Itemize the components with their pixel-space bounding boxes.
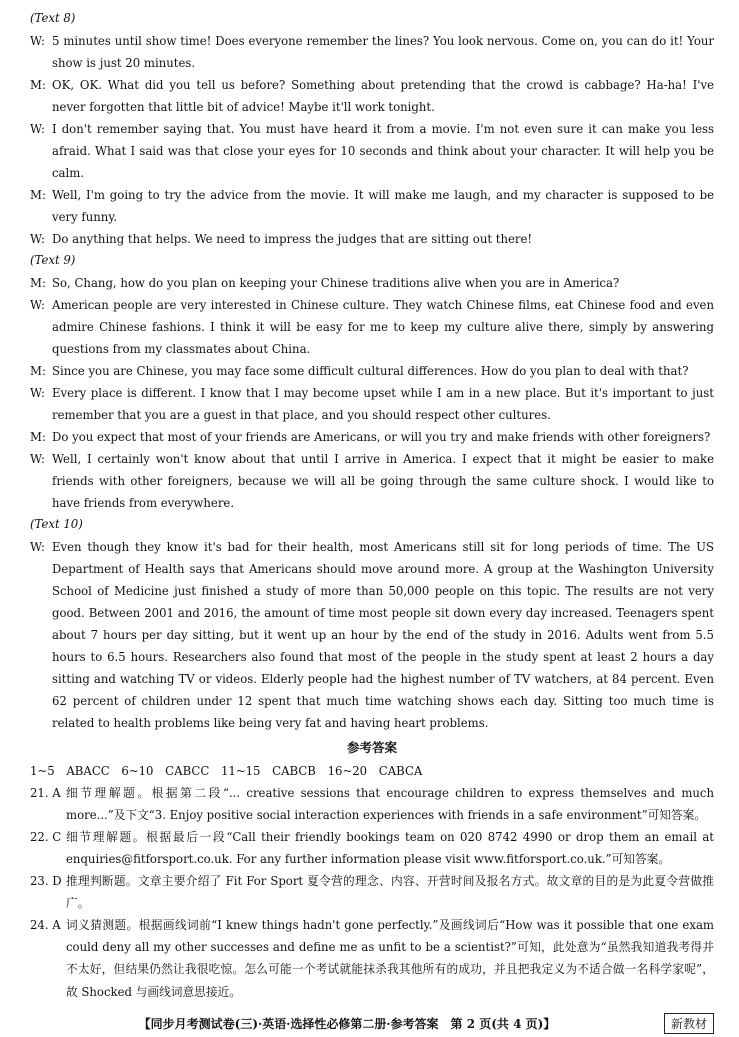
speaker-tag: W: (30, 451, 45, 466)
answer-section-title: 参考答案 (346, 740, 397, 756)
answer-item (30, 870, 714, 914)
dialogue-line (30, 382, 714, 426)
dialogue-text: OK, OK. What did you tell us before? Something about pretending that the crowd is cabbage? Ha-ha! I've never forgotten that little bit of advice! Maybe it'll work tonight. (52, 77, 714, 114)
dialogue-text: American people are very interested in Chinese culture. They watch Chinese films, eat Chinese food and even admire Chinese fashions. I think it will be easy for me to keep my culture alive there, simply by answering questions from my classmates about China. (52, 297, 714, 356)
dialogue-line (30, 30, 714, 74)
dialogue-text: 5 minutes until show time! Does everyone remember the lines? You look nervous. Come on, you can do it! Your show is just 20 minutes. (52, 33, 714, 70)
page-footer (30, 1012, 714, 1034)
answer-explanations (30, 782, 714, 1002)
dialogue-line (30, 118, 714, 184)
speaker-tag: M: (30, 363, 46, 378)
text-section-label: (Text 10) (30, 517, 83, 532)
speaker-tag: W: (30, 297, 45, 312)
speaker-tag: M: (30, 77, 46, 92)
dialogue-line (30, 426, 714, 448)
answer-explanation: 细节理解题。根据最后一段“Call their friendly bookings team on 020 8742 4990 or drop them an email at enquiries@fitforsport.co.uk. For any further information please visit www.fitforsport.co.uk.”可知答案。 (66, 830, 714, 867)
speaker-tag: W: (30, 231, 45, 246)
answer-explanation: 词义猜测题。根据画线词前“I knew things hadn't gone perfectly.”及画线词后“How was it possible that one exam could deny all my other successes and define me as unfit to be a scientist?”可知，此处意为“虽然我知道我考得并不太好，但结果仍然让我很吃惊。怎么可能一个考试就能抹杀我其他所有的成功，并且把我定义为不适合做一名科学家呢”，故 Shocked 与画线词意思接近。 (66, 918, 714, 999)
dialogue-line (30, 536, 714, 734)
dialogue-line (30, 448, 714, 514)
answer-explanation: 推理判断题。文章主要介绍了 Fit For Sport 夏令营的理念、内容、开营时间及报名方式。故文章的目的是为此夏令营做推广。 (66, 874, 714, 911)
answer-number: 23. D (30, 874, 62, 889)
dialogue-text: So, Chang, how do you plan on keeping your Chinese traditions alive when you are in America? (52, 275, 620, 290)
speaker-tag: W: (30, 121, 45, 136)
dialogue-line (30, 184, 714, 228)
answer-number: 24. A (30, 918, 61, 933)
dialogue-text: Well, I'm going to try the advice from the movie. It will make me laugh, and my character is supposed to be very funny. (52, 187, 714, 224)
speaker-tag: W: (30, 539, 45, 554)
dialogue-line (30, 228, 714, 250)
listening-transcripts (30, 8, 714, 734)
answer-number: 22. C (30, 830, 62, 845)
text-section-label: (Text 9) (30, 253, 76, 268)
dialogue-text: Well, I certainly won't know about that until I arrive in America. I expect that it might be easier to make friends with other foreigners, because we will all be going through the same culture shock. I would like to have friends from everywhere. (52, 451, 714, 511)
dialogue-text: Even though they know it's bad for their health, most Americans still sit for long periods of time. The US Department of Health says that Americans should move around more. A group at the Washington University School of Medicine just finished a study of more than 50,000 people on this topic. The results are not very good. Between 2001 and 2016, the amount of time most people sit down every day increased. Teenagers spent about 7 hours per day sitting, but it went up an hour by the end of the study in 2016. Adults went from 5.5 hours to 6.5 hours. Researchers also found that most of the people in the study spent at least 2 hours a day sitting and watching TV or videos. Elderly people had the highest number of TV watchers, at 84 percent. Even 62 percent of children under 12 spent that much time watching shows each day. Sitting too much time is related to health problems like being very fat and having heart problems. (52, 539, 714, 730)
edition-badge: 新教材 (664, 1013, 714, 1034)
answer-summary: 1~5 ABACC 6~10 CABCC 11~15 CABCB 16~20 CABCA (30, 764, 423, 779)
speaker-tag: M: (30, 187, 46, 202)
text-section-label: (Text 8) (30, 11, 76, 25)
dialogue-text: Every place is different. I know that I may become upset while I am in a new place. But it's important to just remember that you are a guest in that place, and you should respect other cultures. (52, 385, 714, 422)
dialogue-text: I don't remember saying that. You must have heard it from a movie. I'm not even sure it can make you less afraid. What I said was that close your eyes for 10 seconds and think about your character. It will help you be calm. (52, 121, 714, 180)
dialogue-text: Do you expect that most of your friends are Americans, or will you try and make friends with other foreigners? (52, 429, 711, 444)
speaker-tag: W: (30, 33, 45, 48)
answer-item (30, 826, 714, 870)
answer-item (30, 914, 714, 1002)
answer-number: 21. A (30, 786, 61, 801)
dialogue-line (30, 360, 714, 382)
dialogue-line (30, 272, 714, 294)
dialogue-line (30, 74, 714, 118)
dialogue-text: Since you are Chinese, you may face some difficult cultural differences. How do you plan to deal with that? (52, 363, 689, 378)
answer-item (30, 782, 714, 826)
speaker-tag: W: (30, 385, 45, 400)
dialogue-line (30, 294, 714, 360)
footer-title: 【同步月考测试卷(三)·英语·选择性必修第二册·参考答案 第 2 页(共 4 页)】 (138, 1016, 556, 1031)
dialogue-text: Do anything that helps. We need to impress the judges that are sitting out there! (52, 231, 533, 246)
answer-explanation: 细节理解题。根据第二段“... creative sessions that encourage children to express themselves and much more...”及下文“3. Enjoy positive social interaction experiences with friends in a safe environment”可知答案。 (66, 786, 714, 823)
speaker-tag: M: (30, 429, 46, 444)
page-content (30, 8, 714, 1003)
speaker-tag: M: (30, 275, 46, 290)
